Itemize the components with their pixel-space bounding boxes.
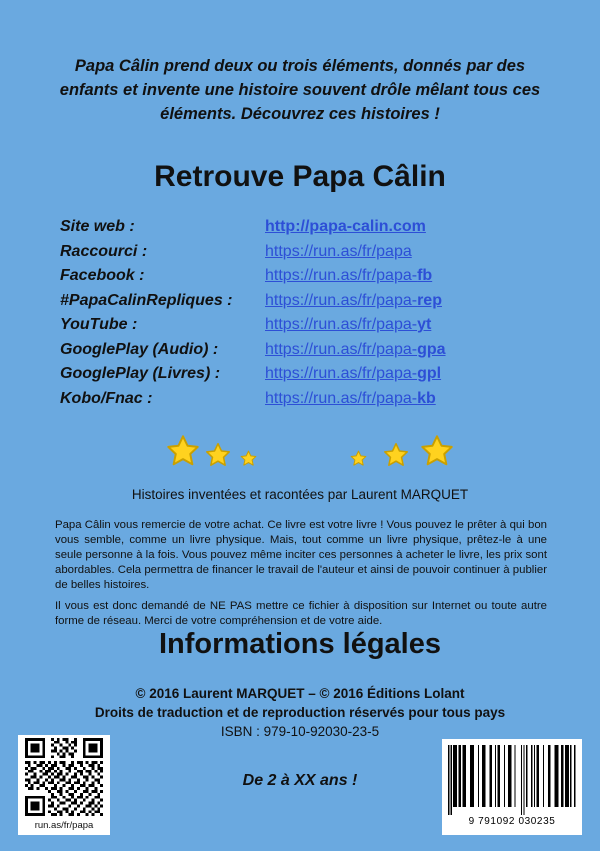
barcode-block: [442, 739, 582, 835]
link-url-facebook[interactable]: https://run.as/fr/papa-fb: [265, 267, 433, 284]
list-item[interactable]: [60, 341, 540, 366]
star-icon: [166, 434, 200, 468]
star-icon: [205, 442, 231, 468]
link-label: Facebook :: [60, 267, 145, 284]
barcode-digits: 9 791092 030235: [468, 816, 556, 827]
copyright-line: © 2016 Laurent MARQUET – © 2016 Éditions Lolant: [135, 686, 465, 701]
legal-notice: [55, 518, 547, 629]
page-title-informations-legales: Informations légales: [158, 628, 441, 660]
isbn-line: ISBN : 979-10-92030-23-5: [220, 724, 380, 739]
link-label: GooglePlay (Livres) :: [60, 365, 221, 382]
link-url-googleplay-audio[interactable]: https://run.as/fr/papa-gpa: [265, 340, 446, 358]
link-url-site-web[interactable]: http://papa-calin.com: [265, 218, 426, 235]
list-item[interactable]: [60, 316, 540, 341]
link-label: #PapaCalinRepliques :: [60, 291, 233, 309]
age-range-line: De 2 à XX ans !: [242, 772, 358, 789]
list-item[interactable]: [60, 243, 540, 268]
star-icon: [383, 442, 409, 468]
link-list: [60, 218, 540, 414]
link-label: Kobo/Fnac :: [60, 389, 153, 407]
link-url-repliques[interactable]: https://run.as/fr/papa-rep: [265, 291, 442, 309]
link-url-youtube[interactable]: https://run.as/fr/papa-yt: [265, 316, 432, 333]
qr-code-block[interactable]: [18, 735, 110, 835]
list-item[interactable]: [60, 267, 540, 292]
link-label: YouTube :: [60, 316, 138, 333]
barcode-icon: [446, 743, 578, 815]
rights-line: Droits de traduction et de reproduction réservés pour tous pays: [94, 705, 506, 720]
intro-paragraph: Papa Câlin prend deux ou trois éléments, donnés par des enfants et invente une histoire souvent drôle mêlant tous ces éléments. Découvrez ces histoires !: [59, 57, 541, 123]
page-title-retrouve: Retrouve Papa Câlin: [154, 160, 446, 193]
copyright-block: [0, 686, 600, 739]
link-url-googleplay-livres[interactable]: https://run.as/fr/papa-gpl: [265, 365, 442, 382]
link-label: Raccourci :: [60, 242, 148, 260]
list-item[interactable]: [60, 218, 540, 243]
link-label: GooglePlay (Audio) :: [60, 340, 219, 358]
legal-paragraph-2: Il vous est donc demandé de NE PAS mettre ce fichier à disposition sur Internet ou toute autre forme de réseau. Merci de votre compréhension et de votre aide.: [55, 600, 547, 628]
qr-caption: run.as/fr/papa: [34, 820, 94, 831]
link-url-raccourci[interactable]: https://run.as/fr/papa: [265, 242, 412, 260]
author-credit: Histoires inventées et racontées par Laurent MARQUET: [131, 487, 469, 502]
link-url-kobo-fnac[interactable]: https://run.as/fr/papa-kb: [265, 389, 436, 407]
star-icon: [420, 434, 454, 468]
list-item[interactable]: [60, 390, 540, 415]
star-decoration: [0, 432, 600, 474]
list-item[interactable]: [60, 365, 540, 390]
qr-code-icon[interactable]: [18, 735, 110, 819]
legal-paragraph-1: Papa Câlin vous remercie de votre achat. Ce livre est votre livre ! Vous pouvez le prêter à qui bon vous semble, comme un livre physique. Mais, tout comme un livre physique, prêtez-le à une seule personne à la fois. Vous pouvez même inciter ces personnes à acheter le livre, les prix sont abordables. Cela permettra de financer le travail de l'auteur et ainsi de pouvoir continuer à publier de belles histoires.: [55, 519, 547, 592]
link-label: Site web :: [60, 218, 135, 235]
star-icon: [240, 450, 257, 467]
star-icon: [350, 450, 367, 467]
list-item[interactable]: [60, 292, 540, 317]
